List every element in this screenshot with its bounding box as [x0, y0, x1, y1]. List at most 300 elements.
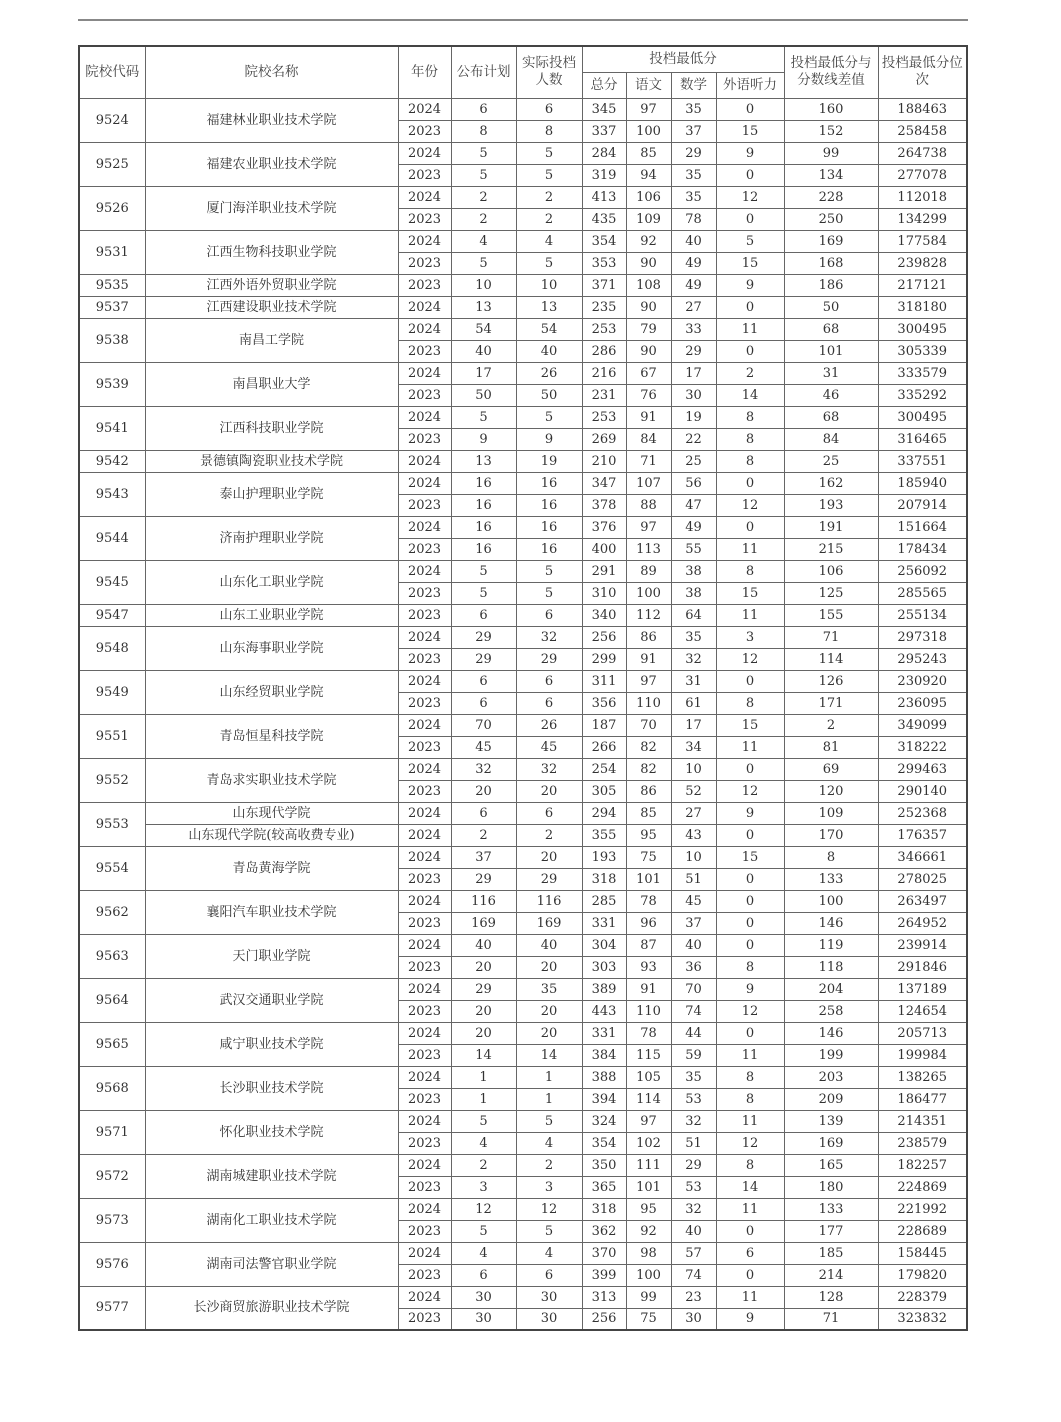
actual-cell: 13	[516, 296, 582, 318]
plan-cell: 1	[451, 1088, 516, 1110]
total-cell: 354	[582, 230, 626, 252]
table-row	[79, 846, 967, 868]
total-cell: 253	[582, 318, 626, 340]
total-cell: 337	[582, 120, 626, 142]
chinese-cell: 85	[626, 142, 671, 164]
chinese-cell: 101	[626, 868, 671, 890]
total-cell: 389	[582, 978, 626, 1000]
diff-cell: 2	[784, 714, 878, 736]
plan-cell: 6	[451, 802, 516, 824]
plan-cell: 5	[451, 406, 516, 428]
listening-cell: 12	[716, 186, 784, 208]
actual-cell: 14	[516, 1044, 582, 1066]
listening-cell: 0	[716, 208, 784, 230]
actual-cell: 6	[516, 692, 582, 714]
year-cell: 2024	[398, 450, 451, 472]
math-cell: 64	[671, 604, 716, 626]
school-name: 福建林业职业技术学院	[145, 98, 398, 142]
diff-cell: 155	[784, 604, 878, 626]
school-name: 福建农业职业技术学院	[145, 142, 398, 186]
total-cell: 210	[582, 450, 626, 472]
total-cell: 347	[582, 472, 626, 494]
total-cell: 353	[582, 252, 626, 274]
actual-cell: 6	[516, 98, 582, 120]
math-cell: 59	[671, 1044, 716, 1066]
year-cell: 2023	[398, 692, 451, 714]
chinese-cell: 115	[626, 1044, 671, 1066]
actual-cell: 16	[516, 516, 582, 538]
actual-cell: 5	[516, 142, 582, 164]
actual-cell: 16	[516, 538, 582, 560]
school-code: 9526	[79, 186, 145, 230]
listening-cell: 3	[716, 626, 784, 648]
plan-cell: 2	[451, 1154, 516, 1176]
math-cell: 34	[671, 736, 716, 758]
rank-cell: 178434	[878, 538, 967, 560]
plan-cell: 13	[451, 296, 516, 318]
listening-cell: 0	[716, 164, 784, 186]
diff-cell: 203	[784, 1066, 878, 1088]
plan-cell: 30	[451, 1308, 516, 1330]
table-row	[79, 1198, 967, 1220]
chinese-cell: 112	[626, 604, 671, 626]
rank-cell: 285565	[878, 582, 967, 604]
year-cell: 2023	[398, 912, 451, 934]
listening-cell: 0	[716, 472, 784, 494]
diff-cell: 169	[784, 1132, 878, 1154]
chinese-cell: 110	[626, 692, 671, 714]
diff-cell: 146	[784, 912, 878, 934]
total-cell: 269	[582, 428, 626, 450]
diff-cell: 180	[784, 1176, 878, 1198]
year-cell: 2024	[398, 318, 451, 340]
chinese-cell: 95	[626, 1198, 671, 1220]
chinese-cell: 108	[626, 274, 671, 296]
table-row	[79, 318, 967, 340]
plan-cell: 37	[451, 846, 516, 868]
actual-cell: 2	[516, 186, 582, 208]
math-cell: 56	[671, 472, 716, 494]
listening-cell: 8	[716, 450, 784, 472]
total-cell: 303	[582, 956, 626, 978]
total-cell: 266	[582, 736, 626, 758]
table-body	[79, 98, 967, 1330]
year-cell: 2024	[398, 934, 451, 956]
rank-cell: 295243	[878, 648, 967, 670]
diff-cell: 134	[784, 164, 878, 186]
listening-cell: 0	[716, 1022, 784, 1044]
plan-cell: 29	[451, 648, 516, 670]
rank-cell: 230920	[878, 670, 967, 692]
school-code: 9572	[79, 1154, 145, 1198]
school-name: 厦门海洋职业技术学院	[145, 186, 398, 230]
actual-cell: 2	[516, 1154, 582, 1176]
plan-cell: 6	[451, 1264, 516, 1286]
rank-cell: 300495	[878, 406, 967, 428]
diff-cell: 146	[784, 1022, 878, 1044]
total-cell: 235	[582, 296, 626, 318]
total-cell: 193	[582, 846, 626, 868]
chinese-cell: 106	[626, 186, 671, 208]
school-name: 怀化职业技术学院	[145, 1110, 398, 1154]
actual-cell: 26	[516, 714, 582, 736]
school-name: 青岛求实职业技术学院	[145, 758, 398, 802]
rank-cell: 318222	[878, 736, 967, 758]
actual-cell: 30	[516, 1308, 582, 1330]
math-cell: 40	[671, 934, 716, 956]
year-cell: 2024	[398, 626, 451, 648]
math-cell: 57	[671, 1242, 716, 1264]
plan-cell: 5	[451, 1110, 516, 1132]
total-cell: 356	[582, 692, 626, 714]
school-name: 咸宁职业技术学院	[145, 1022, 398, 1066]
school-code: 9544	[79, 516, 145, 560]
total-cell: 324	[582, 1110, 626, 1132]
year-cell: 2023	[398, 956, 451, 978]
school-code: 9551	[79, 714, 145, 758]
rank-cell: 323832	[878, 1308, 967, 1330]
diff-cell: 152	[784, 120, 878, 142]
rank-cell: 305339	[878, 340, 967, 362]
math-cell: 61	[671, 692, 716, 714]
math-cell: 43	[671, 824, 716, 846]
total-cell: 435	[582, 208, 626, 230]
rank-cell: 333579	[878, 362, 967, 384]
table-row	[79, 472, 967, 494]
diff-cell: 128	[784, 1286, 878, 1308]
chinese-cell: 110	[626, 1000, 671, 1022]
listening-cell: 11	[716, 1286, 784, 1308]
school-name: 山东现代学院	[145, 802, 398, 824]
total-cell: 378	[582, 494, 626, 516]
school-code: 9571	[79, 1110, 145, 1154]
listening-cell: 0	[716, 296, 784, 318]
math-cell: 32	[671, 1198, 716, 1220]
school-code: 9539	[79, 362, 145, 406]
actual-cell: 1	[516, 1066, 582, 1088]
listening-cell: 11	[716, 1198, 784, 1220]
year-cell: 2023	[398, 274, 451, 296]
table-row	[79, 142, 967, 164]
year-cell: 2023	[398, 582, 451, 604]
total-cell: 331	[582, 1022, 626, 1044]
table-row	[79, 934, 967, 956]
listening-cell: 9	[716, 1308, 784, 1330]
plan-cell: 20	[451, 1022, 516, 1044]
school-code: 9549	[79, 670, 145, 714]
rank-cell: 138265	[878, 1066, 967, 1088]
table-row	[79, 1066, 967, 1088]
table-row	[79, 802, 967, 824]
actual-cell: 54	[516, 318, 582, 340]
listening-cell: 0	[716, 1264, 784, 1286]
school-code: 9547	[79, 604, 145, 626]
total-cell: 187	[582, 714, 626, 736]
year-cell: 2024	[398, 802, 451, 824]
math-cell: 53	[671, 1176, 716, 1198]
listening-cell: 11	[716, 1110, 784, 1132]
plan-cell: 12	[451, 1198, 516, 1220]
rank-cell: 264738	[878, 142, 967, 164]
math-cell: 49	[671, 252, 716, 274]
plan-cell: 5	[451, 142, 516, 164]
plan-cell: 17	[451, 362, 516, 384]
school-code: 9545	[79, 560, 145, 604]
actual-cell: 6	[516, 1264, 582, 1286]
plan-cell: 4	[451, 1242, 516, 1264]
diff-cell: 139	[784, 1110, 878, 1132]
diff-cell: 101	[784, 340, 878, 362]
chinese-cell: 107	[626, 472, 671, 494]
diff-cell: 125	[784, 582, 878, 604]
actual-cell: 1	[516, 1088, 582, 1110]
table-row	[79, 1154, 967, 1176]
year-cell: 2023	[398, 428, 451, 450]
actual-cell: 5	[516, 560, 582, 582]
chinese-cell: 85	[626, 802, 671, 824]
rank-cell: 158445	[878, 1242, 967, 1264]
rank-cell: 299463	[878, 758, 967, 780]
listening-cell: 8	[716, 692, 784, 714]
math-cell: 29	[671, 142, 716, 164]
math-cell: 17	[671, 362, 716, 384]
table-row	[79, 230, 967, 252]
school-code: 9531	[79, 230, 145, 274]
school-code: 9548	[79, 626, 145, 670]
actual-cell: 5	[516, 164, 582, 186]
rank-cell: 236095	[878, 692, 967, 714]
school-code: 9553	[79, 802, 145, 846]
listening-cell: 11	[716, 1044, 784, 1066]
listening-cell: 12	[716, 648, 784, 670]
plan-cell: 2	[451, 186, 516, 208]
math-cell: 38	[671, 582, 716, 604]
plan-cell: 6	[451, 98, 516, 120]
actual-cell: 16	[516, 472, 582, 494]
diff-cell: 71	[784, 1308, 878, 1330]
header-plan: 公布计划	[451, 46, 516, 98]
school-code: 9537	[79, 296, 145, 318]
listening-cell: 8	[716, 1088, 784, 1110]
plan-cell: 6	[451, 604, 516, 626]
total-cell: 216	[582, 362, 626, 384]
rank-cell: 179820	[878, 1264, 967, 1286]
table-row	[79, 714, 967, 736]
plan-cell: 20	[451, 780, 516, 802]
actual-cell: 12	[516, 1198, 582, 1220]
header-total: 总分	[582, 72, 626, 98]
table-row	[79, 1110, 967, 1132]
chinese-cell: 97	[626, 98, 671, 120]
chinese-cell: 86	[626, 780, 671, 802]
rank-cell: 185940	[878, 472, 967, 494]
total-cell: 399	[582, 1264, 626, 1286]
actual-cell: 3	[516, 1176, 582, 1198]
rank-cell: 349099	[878, 714, 967, 736]
listening-cell: 11	[716, 538, 784, 560]
chinese-cell: 100	[626, 1264, 671, 1286]
table-row	[79, 516, 967, 538]
listening-cell: 15	[716, 714, 784, 736]
plan-cell: 2	[451, 208, 516, 230]
math-cell: 22	[671, 428, 716, 450]
plan-cell: 5	[451, 252, 516, 274]
chinese-cell: 109	[626, 208, 671, 230]
math-cell: 74	[671, 1000, 716, 1022]
chinese-cell: 111	[626, 1154, 671, 1176]
school-code: 9538	[79, 318, 145, 362]
listening-cell: 15	[716, 582, 784, 604]
header-year: 年份	[398, 46, 451, 98]
rank-cell: 290140	[878, 780, 967, 802]
listening-cell: 9	[716, 142, 784, 164]
plan-cell: 4	[451, 1132, 516, 1154]
chinese-cell: 78	[626, 1022, 671, 1044]
plan-cell: 8	[451, 120, 516, 142]
math-cell: 30	[671, 1308, 716, 1330]
math-cell: 35	[671, 1066, 716, 1088]
school-code: 9535	[79, 274, 145, 296]
total-cell: 286	[582, 340, 626, 362]
actual-cell: 20	[516, 1000, 582, 1022]
plan-cell: 30	[451, 1286, 516, 1308]
listening-cell: 9	[716, 802, 784, 824]
year-cell: 2024	[398, 1198, 451, 1220]
year-cell: 2023	[398, 1264, 451, 1286]
school-name: 湖南城建职业技术学院	[145, 1154, 398, 1198]
plan-cell: 16	[451, 538, 516, 560]
year-cell: 2023	[398, 604, 451, 626]
total-cell: 313	[582, 1286, 626, 1308]
school-code: 9543	[79, 472, 145, 516]
math-cell: 27	[671, 296, 716, 318]
total-cell: 318	[582, 1198, 626, 1220]
math-cell: 35	[671, 98, 716, 120]
plan-cell: 20	[451, 956, 516, 978]
listening-cell: 12	[716, 780, 784, 802]
listening-cell: 12	[716, 494, 784, 516]
math-cell: 31	[671, 670, 716, 692]
actual-cell: 19	[516, 450, 582, 472]
math-cell: 52	[671, 780, 716, 802]
chinese-cell: 102	[626, 1132, 671, 1154]
total-cell: 253	[582, 406, 626, 428]
listening-cell: 0	[716, 516, 784, 538]
table-row	[79, 626, 967, 648]
school-name: 青岛恒星科技学院	[145, 714, 398, 758]
table-row	[79, 1242, 967, 1264]
school-code: 9577	[79, 1286, 145, 1330]
school-name: 江西生物科技职业学院	[145, 230, 398, 274]
chinese-cell: 86	[626, 626, 671, 648]
rank-cell: 291846	[878, 956, 967, 978]
math-cell: 32	[671, 648, 716, 670]
actual-cell: 5	[516, 1110, 582, 1132]
actual-cell: 169	[516, 912, 582, 934]
diff-cell: 119	[784, 934, 878, 956]
listening-cell: 14	[716, 384, 784, 406]
diff-cell: 215	[784, 538, 878, 560]
listening-cell: 12	[716, 1000, 784, 1022]
diff-cell: 169	[784, 230, 878, 252]
math-cell: 10	[671, 846, 716, 868]
diff-cell: 162	[784, 472, 878, 494]
school-code: 9563	[79, 934, 145, 978]
actual-cell: 26	[516, 362, 582, 384]
plan-cell: 6	[451, 692, 516, 714]
plan-cell: 40	[451, 340, 516, 362]
rank-cell: 182257	[878, 1154, 967, 1176]
actual-cell: 6	[516, 802, 582, 824]
chinese-cell: 98	[626, 1242, 671, 1264]
school-code: 9576	[79, 1242, 145, 1286]
diff-cell: 68	[784, 318, 878, 340]
school-name: 长沙职业技术学院	[145, 1066, 398, 1110]
diff-cell: 177	[784, 1220, 878, 1242]
rank-cell: 316465	[878, 428, 967, 450]
plan-cell: 2	[451, 824, 516, 846]
table-row	[79, 274, 967, 296]
year-cell: 2024	[398, 890, 451, 912]
diff-cell: 258	[784, 1000, 878, 1022]
total-cell: 443	[582, 1000, 626, 1022]
school-name: 青岛黄海学院	[145, 846, 398, 890]
chinese-cell: 89	[626, 560, 671, 582]
rank-cell: 335292	[878, 384, 967, 406]
actual-cell: 45	[516, 736, 582, 758]
rank-cell: 337551	[878, 450, 967, 472]
year-cell: 2024	[398, 1286, 451, 1308]
math-cell: 33	[671, 318, 716, 340]
actual-cell: 2	[516, 208, 582, 230]
actual-cell: 20	[516, 780, 582, 802]
total-cell: 305	[582, 780, 626, 802]
total-cell: 340	[582, 604, 626, 626]
chinese-cell: 92	[626, 1220, 671, 1242]
plan-cell: 50	[451, 384, 516, 406]
year-cell: 2024	[398, 846, 451, 868]
listening-cell: 11	[716, 604, 784, 626]
total-cell: 355	[582, 824, 626, 846]
school-name: 武汉交通职业学院	[145, 978, 398, 1022]
rank-cell: 186477	[878, 1088, 967, 1110]
total-cell: 299	[582, 648, 626, 670]
plan-cell: 116	[451, 890, 516, 912]
school-name: 湖南司法警官职业学院	[145, 1242, 398, 1286]
school-name: 江西建设职业技术学院	[145, 296, 398, 318]
table-row	[79, 560, 967, 582]
rank-cell: 205713	[878, 1022, 967, 1044]
school-name: 湖南化工职业技术学院	[145, 1198, 398, 1242]
school-code: 9565	[79, 1022, 145, 1066]
rank-cell: 177584	[878, 230, 967, 252]
school-code: 9524	[79, 98, 145, 142]
math-cell: 70	[671, 978, 716, 1000]
diff-cell: 8	[784, 846, 878, 868]
diff-cell: 120	[784, 780, 878, 802]
year-cell: 2023	[398, 1132, 451, 1154]
chinese-cell: 95	[626, 824, 671, 846]
year-cell: 2024	[398, 1066, 451, 1088]
total-cell: 319	[582, 164, 626, 186]
plan-cell: 5	[451, 164, 516, 186]
rank-cell: 221992	[878, 1198, 967, 1220]
total-cell: 345	[582, 98, 626, 120]
diff-cell: 25	[784, 450, 878, 472]
listening-cell: 9	[716, 274, 784, 296]
chinese-cell: 113	[626, 538, 671, 560]
plan-cell: 29	[451, 978, 516, 1000]
